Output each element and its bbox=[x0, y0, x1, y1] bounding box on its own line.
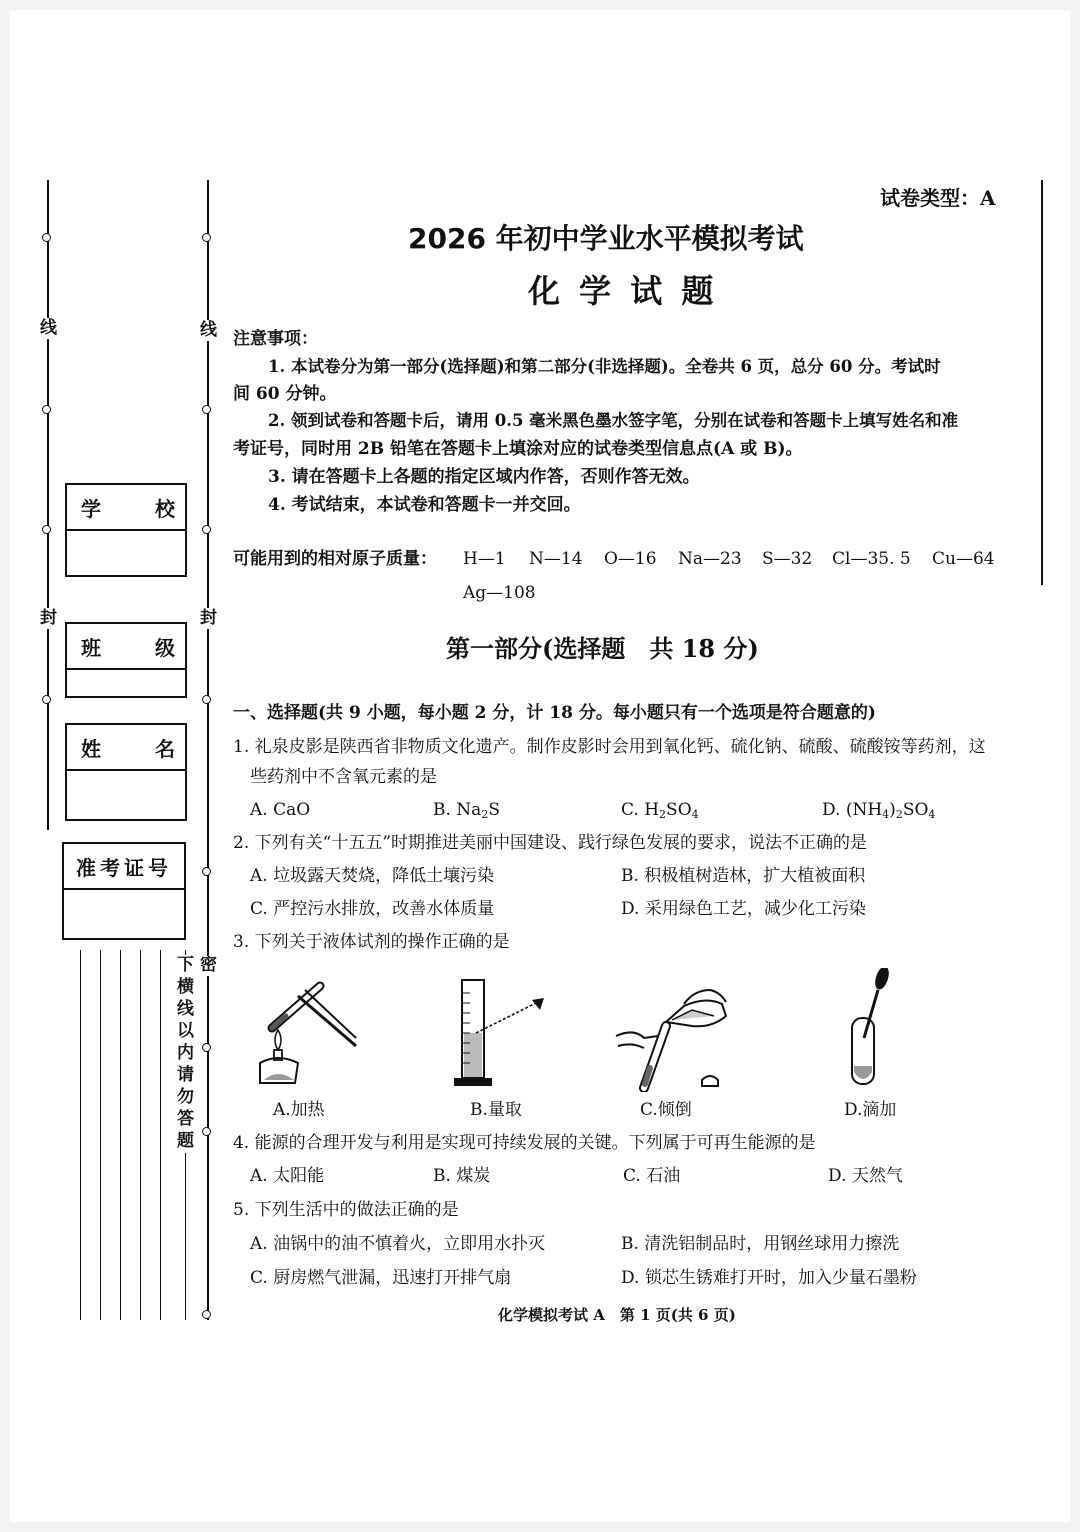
heating-figure bbox=[250, 968, 360, 1090]
section-heading: 一、选择题(共 9 小题，每小题 2 分，计 18 分。每小题只有一个选项是符合题意的) bbox=[233, 703, 876, 723]
school-label: 学 校 bbox=[67, 485, 185, 531]
atomic-mass-cu: Cu—64 bbox=[932, 549, 995, 569]
binding-line-inner bbox=[207, 180, 209, 1320]
right-margin-line bbox=[1041, 180, 1043, 585]
binding-hole bbox=[202, 1127, 211, 1136]
binding-thin-line-3 bbox=[120, 950, 121, 1320]
q1-option-a[interactable]: A. CaO bbox=[250, 800, 311, 820]
name-label: 姓 名 bbox=[67, 725, 185, 771]
binding-hole bbox=[202, 525, 211, 534]
q1-option-b[interactable]: B. $Na_2S$ bbox=[433, 800, 500, 821]
binding-hole bbox=[42, 695, 51, 704]
q1-stem-line-1: 1. 礼泉皮影是陕西省非物质文化遗产。制作皮影时会用到氧化钙、硫化钠、硫酸、硫酸铵等药剂，这 bbox=[233, 737, 986, 757]
q2-option-d[interactable]: D. 采用绿色工艺，减少化工污染 bbox=[621, 899, 866, 919]
q4-stem: 4. 能源的合理开发与利用是实现可持续发展的关键。下列属于可再生能源的是 bbox=[233, 1133, 816, 1153]
binding-warning-text: 下横线以内请勿答题 bbox=[173, 955, 193, 1153]
binding-hole bbox=[42, 525, 51, 534]
binding-seal-label: 封 bbox=[200, 608, 217, 628]
binding-no-answer-label: 密 bbox=[200, 955, 217, 975]
q5-option-a[interactable]: A. 油锅中的油不慎着火，立即用水扑灭 bbox=[250, 1234, 546, 1254]
q4-option-b[interactable]: B. 煤炭 bbox=[433, 1166, 491, 1186]
note-1-line-1: 1. 本试卷分为第一部分(选择题)和第二部分(非选择题)。全卷共 6 页，总分 60 分。考试时 bbox=[268, 357, 941, 376]
binding-thin-line-2 bbox=[100, 950, 101, 1320]
q2-option-a[interactable]: A. 垃圾露天焚烧，降低土壤污染 bbox=[250, 866, 495, 886]
binding-line-label: 线 bbox=[200, 320, 217, 340]
q5-option-c[interactable]: C. 厨房燃气泄漏，迅速打开排气扇 bbox=[250, 1268, 512, 1288]
page-footer: 化学模拟考试 A 第 1 页(共 6 页) bbox=[498, 1306, 736, 1324]
q3-stem: 3. 下列关于液体试剂的操作正确的是 bbox=[233, 932, 510, 952]
binding-line-label: 线 bbox=[40, 318, 57, 338]
exam-id-label: 准考证号 bbox=[64, 844, 184, 890]
binding-hole bbox=[202, 1043, 211, 1052]
binding-hole bbox=[202, 1310, 211, 1319]
exam-sheet bbox=[10, 10, 1070, 1522]
q2-option-c[interactable]: C. 严控污水排放，改善水体质量 bbox=[250, 899, 495, 919]
q1-option-d[interactable]: D. $(NH_4)_2SO_4$ bbox=[822, 800, 936, 821]
q2-option-b[interactable]: B. 积极植树造林，扩大植被面积 bbox=[621, 866, 866, 886]
notes-heading: 注意事项： bbox=[233, 329, 318, 349]
exam-title: 2026 年初中学业水平模拟考试 bbox=[408, 222, 804, 255]
atomic-mass-s: S—32 bbox=[762, 549, 813, 569]
binding-hole bbox=[42, 233, 51, 242]
atomic-mass-label: 可能用到的相对原子质量： bbox=[233, 549, 437, 569]
binding-hole bbox=[202, 867, 211, 876]
binding-thin-line-4 bbox=[140, 950, 141, 1320]
binding-thin-line-1 bbox=[80, 950, 81, 1320]
q1-stem-line-2: 些药剂中不含氧元素的是 bbox=[250, 767, 437, 787]
q4-option-a[interactable]: A. 太阳能 bbox=[250, 1166, 325, 1186]
note-1-line-2: 间 60 分钟。 bbox=[233, 384, 337, 404]
q3-option-a[interactable]: A.加热 bbox=[273, 1100, 325, 1120]
q3-option-c[interactable]: C.倾倒 bbox=[640, 1100, 692, 1120]
q4-option-d[interactable]: D. 天然气 bbox=[828, 1166, 903, 1186]
binding-hole bbox=[202, 233, 211, 242]
q5-stem: 5. 下列生活中的做法正确的是 bbox=[233, 1200, 459, 1220]
class-box[interactable] bbox=[65, 622, 187, 698]
atomic-mass-ag: Ag—108 bbox=[463, 583, 536, 603]
binding-thin-line-5 bbox=[160, 950, 161, 1320]
q3-option-b[interactable]: B.量取 bbox=[470, 1100, 522, 1120]
dropping-figure bbox=[842, 968, 902, 1090]
class-label: 班 级 bbox=[67, 624, 185, 670]
binding-hole bbox=[202, 405, 211, 414]
q5-option-d[interactable]: D. 锁芯生锈难打开时，加入少量石墨粉 bbox=[621, 1268, 917, 1288]
note-2-line-2: 考证号，同时用 2B 铅笔在答题卡上填涂对应的试卷类型信息点(A 或 B)。 bbox=[233, 439, 803, 459]
binding-hole bbox=[42, 405, 51, 414]
atomic-mass-h: H—1 bbox=[463, 549, 506, 569]
note-2-line-1: 2. 领到试卷和答题卡后，请用 0.5 毫米黑色墨水签字笔，分别在试卷和答题卡上填写姓名和准 bbox=[268, 411, 959, 430]
atomic-mass-n: N—14 bbox=[529, 549, 583, 569]
exam-id-box[interactable] bbox=[62, 842, 186, 940]
binding-seal-label: 封 bbox=[40, 608, 57, 628]
paper-type: 试卷类型：A bbox=[880, 186, 996, 210]
q5-option-b[interactable]: B. 清洗铝制品时，用钢丝球用力擦洗 bbox=[621, 1234, 900, 1254]
name-box[interactable] bbox=[65, 723, 187, 821]
binding-line-outer bbox=[47, 180, 49, 830]
atomic-mass-o: O—16 bbox=[604, 549, 657, 569]
q1-option-c[interactable]: C. $H_2SO_4$ bbox=[621, 800, 699, 821]
note-4: 4. 考试结束，本试卷和答题卡一并交回。 bbox=[268, 495, 581, 515]
subject-title: 化 学 试 题 bbox=[528, 272, 718, 310]
q3-option-d[interactable]: D.滴加 bbox=[844, 1100, 897, 1120]
part1-title: 第一部分(选择题 共 18 分) bbox=[446, 634, 759, 663]
atomic-mass-na: Na—23 bbox=[678, 549, 742, 569]
pouring-figure bbox=[614, 976, 734, 1092]
binding-hole bbox=[202, 695, 211, 704]
q2-stem: 2. 下列有关“十五五”时期推进美丽中国建设、践行绿色发展的要求，说法不正确的是 bbox=[233, 833, 868, 853]
atomic-mass-cl: Cl—35. 5 bbox=[832, 549, 911, 569]
q4-option-c[interactable]: C. 石油 bbox=[623, 1166, 681, 1186]
school-box[interactable] bbox=[65, 483, 187, 577]
measuring-figure bbox=[450, 978, 550, 1090]
note-3: 3. 请在答题卡上各题的指定区域内作答，否则作答无效。 bbox=[268, 467, 700, 487]
